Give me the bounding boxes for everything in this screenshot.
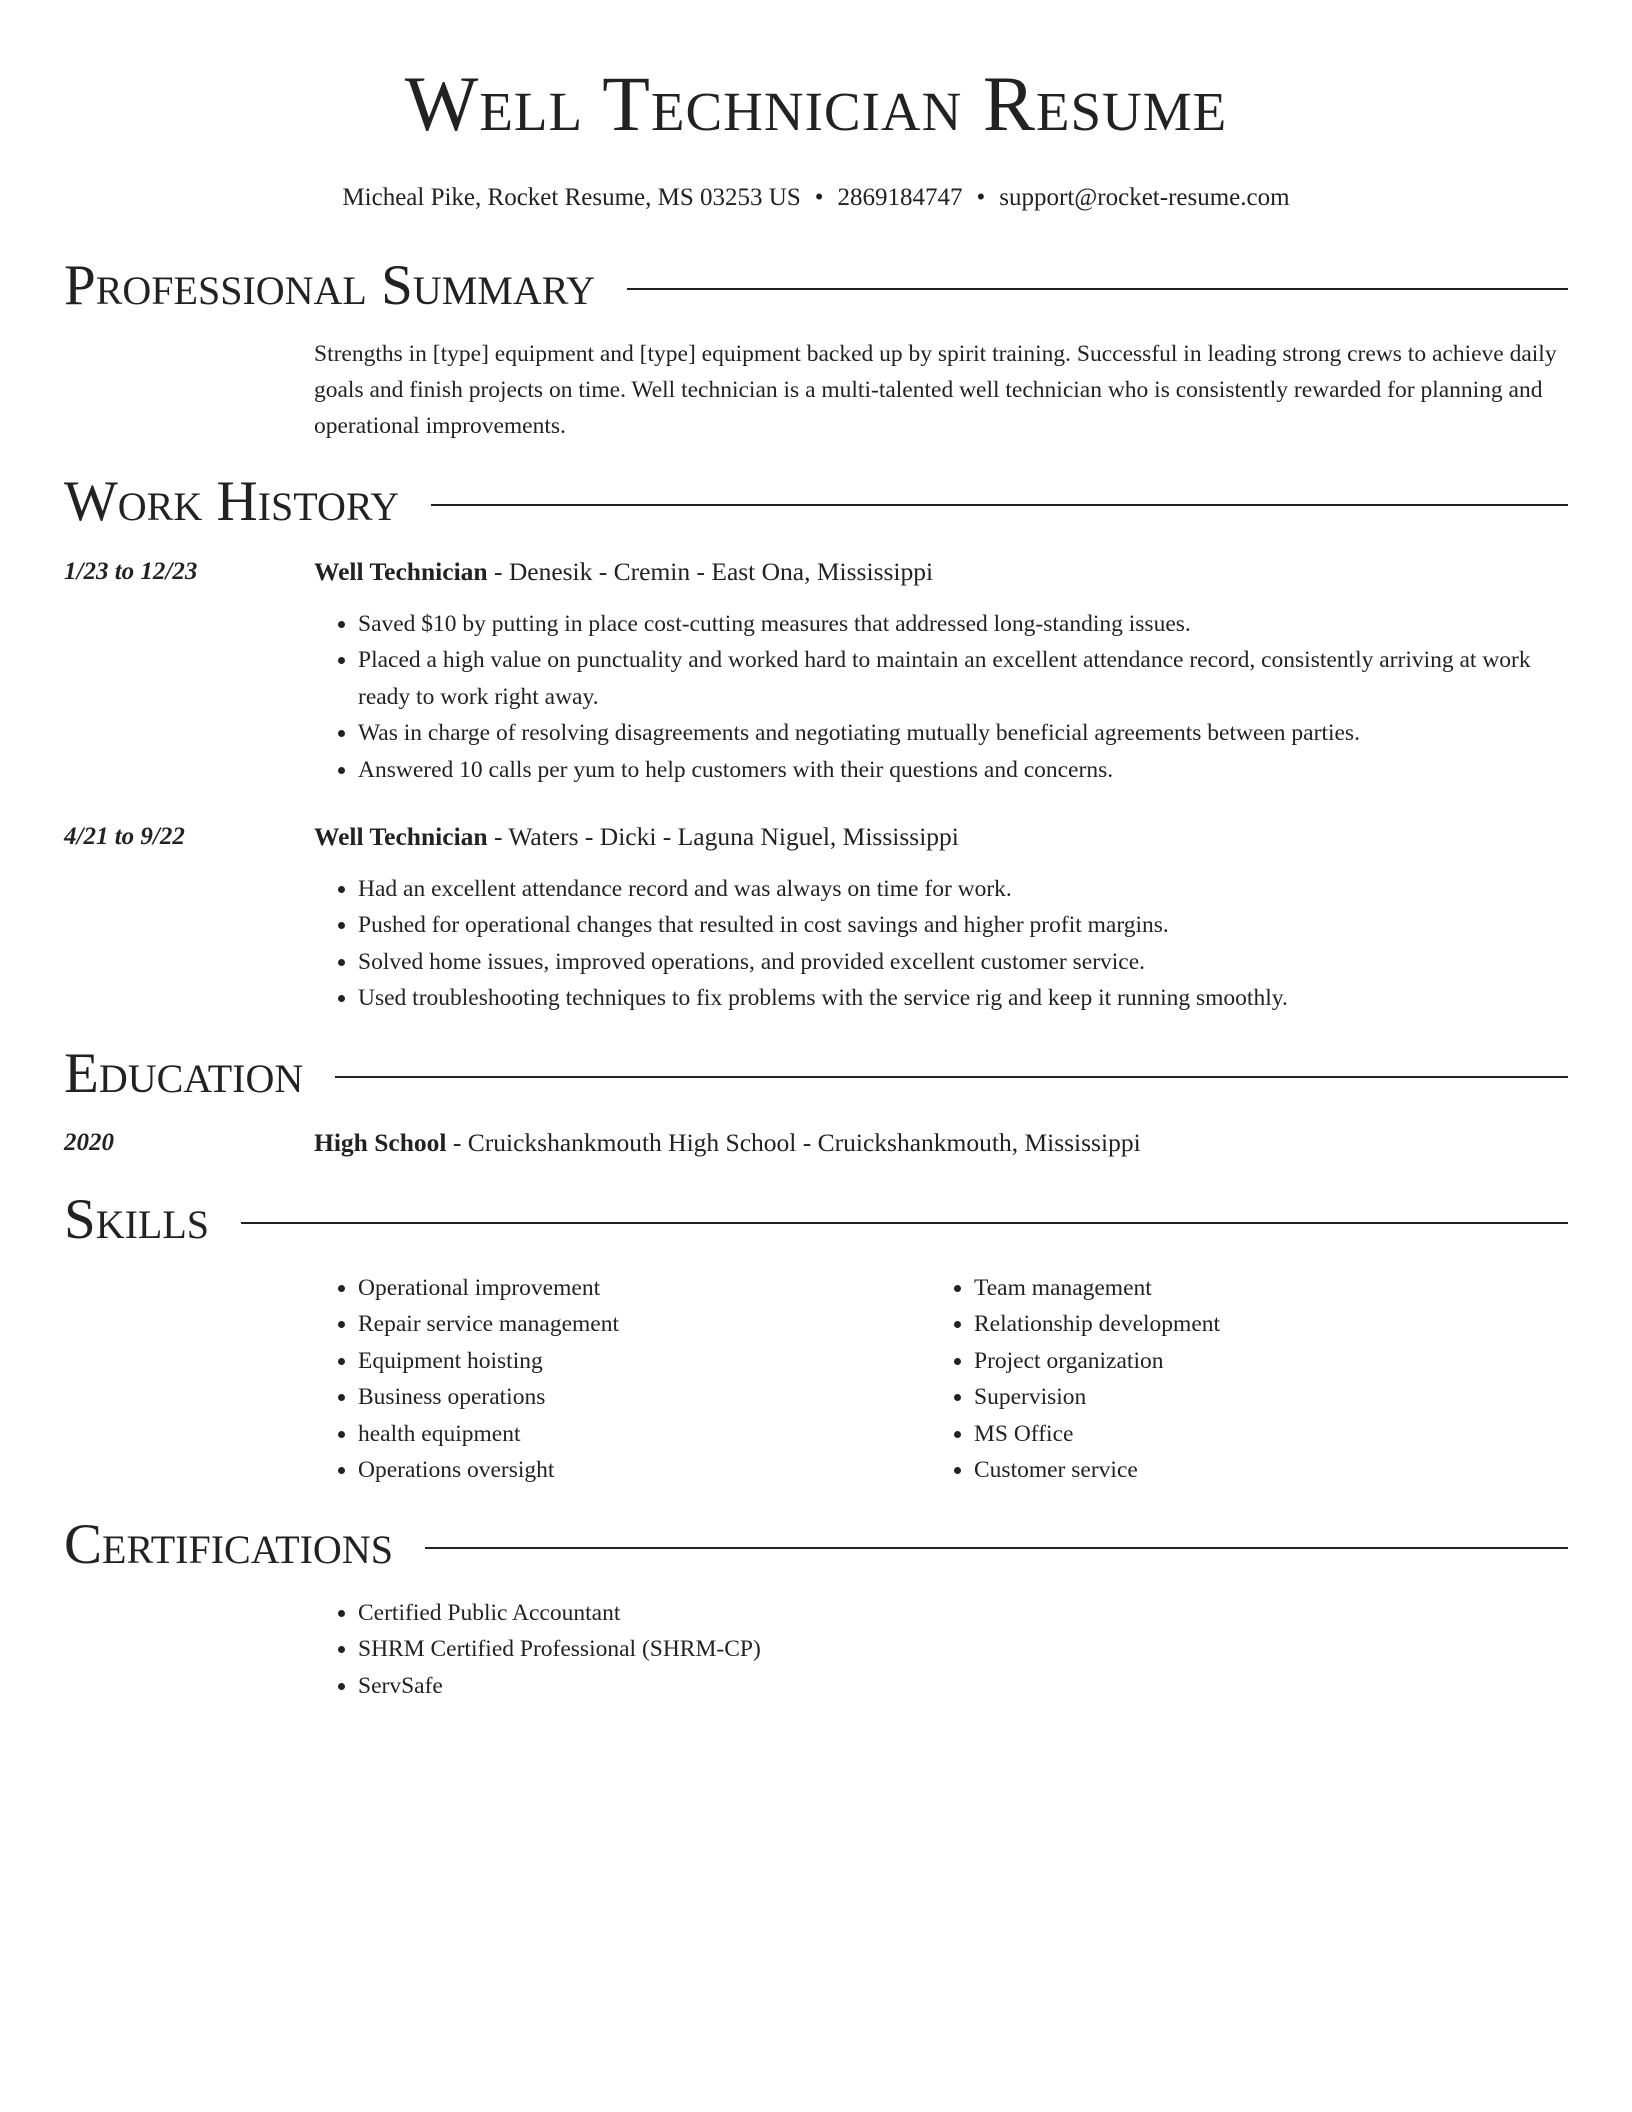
contact-phone: 2869184747 [837,184,963,211]
summary-heading: Professional Summary [64,254,596,317]
work-history-section-header [64,470,1568,534]
job-title: Well Technician [314,557,488,586]
education-details: - Cruickshankmouth High School - Cruickshankmouth, Mississippi [446,1128,1141,1157]
list-item: • Repair service management [358,1306,1568,1342]
list-item: • Placed a high value on punctuality and worked hard to maintain an excellent attendance record, consistently arriving at work ready to work right away. [358,642,1568,715]
list-item: • Equipment hoisting [358,1343,1568,1379]
list-item: • health equipment [358,1416,1568,1452]
work-history-heading: Work History [64,470,400,533]
list-item: • Solved home issues, improved operations, and provided excellent customer service. [358,944,1568,980]
section-divider [241,1222,1568,1224]
list-item: • Answered 10 calls per yum to help customers with their questions and concerns. [358,752,1568,788]
list-item: • Operations oversight [358,1452,1568,1488]
list-item: • Saved $10 by putting in place cost-cutting measures that addressed long-standing issues. [358,606,1568,642]
contact-address: Micheal Pike, Rocket Resume, MS 03253 US [342,184,801,211]
list-item: • ServSafe [358,1668,1568,1704]
contact-separator: • [976,184,986,211]
certifications-section-header [64,1513,1568,1577]
section-divider [425,1547,1568,1549]
contact-separator: • [814,184,824,211]
education-degree: High School [314,1128,447,1157]
skills-heading: Skills [64,1188,210,1251]
list-item: • Was in charge of resolving disagreements and negotiating mutually beneficial agreements between parties. [358,715,1568,751]
resume-title: Well Technician Resume [404,60,1228,147]
job-bullets [314,871,1568,1017]
education-year: 2020 [64,1129,114,1156]
education-section-header [64,1042,1568,1106]
job-details: - Waters - Dicki - Laguna Niguel, Mississippi [487,822,959,851]
summary-text: Strengths in [type] equipment and [type] equipment backed up by spirit training. Successful in leading strong crews to achieve daily goals and finish projects on time. Well technician is a multi-talented well technician who is consistently rewarded for planning and operational improvements. [314,341,1557,439]
job-details: - Denesik - Cremin - East Ona, Mississippi [487,557,934,586]
job-title: Well Technician [314,822,488,851]
list-item: • Certified Public Accountant [358,1595,1568,1631]
list-item: • Supervision [974,1379,1568,1415]
education-heading: Education [64,1042,304,1105]
list-item: • Used troubleshooting techniques to fix problems with the service rig and keep it running smoothly. [358,980,1568,1016]
education-entry [314,1127,1568,1159]
job-bullets [314,606,1568,788]
list-item: • Business operations [358,1379,1568,1415]
summary-section-header [64,254,1568,318]
section-divider [431,504,1568,506]
list-item: • Project organization [974,1343,1568,1379]
skills-list-right [930,1270,1568,1488]
list-item: • MS Office [974,1416,1568,1452]
list-item: • Relationship development [974,1306,1568,1342]
list-item: • Pushed for operational changes that resulted in cost savings and higher profit margins. [358,907,1568,943]
job-heading [314,556,1568,588]
job-heading [314,821,1568,853]
list-item: • Had an excellent attendance record and was always on time for work. [358,871,1568,907]
skills-section-header [64,1188,1568,1252]
certifications-heading: Certifications [64,1513,393,1576]
list-item: • Customer service [974,1452,1568,1488]
section-divider [627,288,1568,290]
contact-line [0,182,1632,214]
certifications-list [314,1595,1568,1704]
contact-email: support@rocket-resume.com [999,184,1290,211]
section-divider [335,1076,1568,1078]
list-item: • Operational improvement [358,1270,1568,1306]
list-item: • SHRM Certified Professional (SHRM-CP) [358,1631,1568,1667]
job-dates: 4/21 to 9/22 [64,823,185,850]
list-item: • Team management [974,1270,1568,1306]
job-dates: 1/23 to 12/23 [64,558,198,585]
